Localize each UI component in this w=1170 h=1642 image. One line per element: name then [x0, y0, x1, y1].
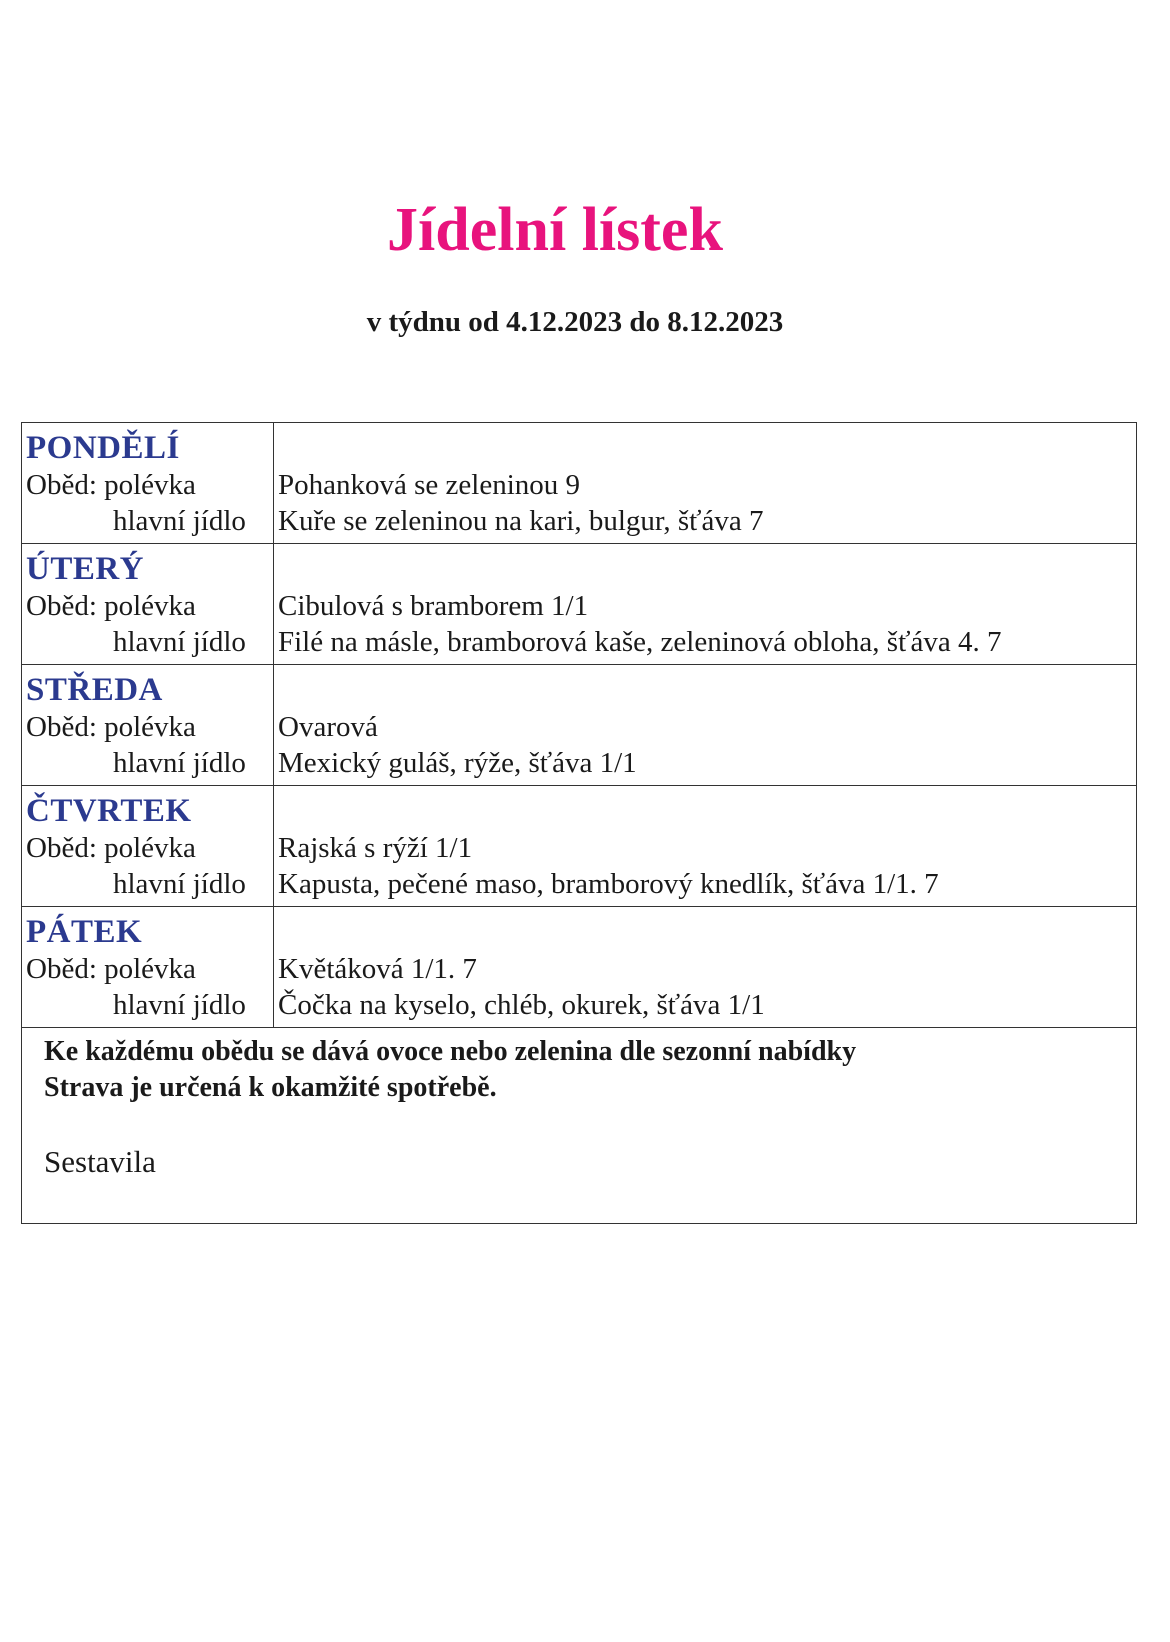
main-dish: Čočka na kyselo, chléb, okurek, šťáva 1/1	[278, 989, 765, 1021]
day-label-cell	[22, 907, 274, 1028]
day-name: ÚTERÝ	[26, 551, 145, 587]
main-dish: Kuře se zeleninou na kari, bulgur, šťáva 7	[278, 505, 764, 537]
consumption-note: Strava je určená k okamžité spotřebě.	[44, 1072, 497, 1103]
day-row-monday	[22, 423, 1137, 544]
soup-dish: Rajská s rýží 1/1	[278, 832, 473, 864]
soup-label: Oběd: polévka	[26, 711, 196, 743]
day-dishes-cell	[274, 907, 1137, 1028]
main-dish: Mexický guláš, rýže, šťáva 1/1	[278, 747, 637, 779]
day-label-cell	[22, 786, 274, 907]
day-label-cell	[22, 665, 274, 786]
day-row-thursday	[22, 786, 1137, 907]
main-dish-label: hlavní jídlo	[113, 747, 246, 779]
day-label-cell	[22, 544, 274, 665]
footer-cell	[22, 1028, 1137, 1224]
soup-dish: Pohanková se zeleninou 9	[278, 469, 581, 501]
main-dish-label: hlavní jídlo	[113, 505, 246, 537]
day-dishes-cell	[274, 665, 1137, 786]
week-range: v týdnu od 4.12.2023 do 8.12.2023	[366, 306, 784, 338]
day-name: ČTVRTEK	[26, 793, 192, 829]
day-dishes-cell	[274, 544, 1137, 665]
fruit-note: Ke každému obědu se dává ovoce nebo zelenina dle sezonní nabídky	[44, 1036, 857, 1067]
day-row-friday	[22, 907, 1137, 1028]
day-name: PONDĚLÍ	[26, 430, 180, 466]
menu-table	[21, 422, 1137, 1224]
soup-dish: Květáková 1/1. 7	[278, 953, 477, 985]
soup-label: Oběd: polévka	[26, 832, 196, 864]
soup-label: Oběd: polévka	[26, 469, 196, 501]
day-row-wednesday	[22, 665, 1137, 786]
main-dish-label: hlavní jídlo	[113, 989, 246, 1021]
soup-label: Oběd: polévka	[26, 590, 196, 622]
main-dish: Filé na másle, bramborová kaše, zeleninová obloha, šťáva 4. 7	[278, 626, 1002, 658]
day-row-tuesday	[22, 544, 1137, 665]
page-title: Jídelní lístek	[387, 196, 723, 264]
signature-label: Sestavila	[44, 1144, 156, 1179]
day-name: STŘEDA	[26, 672, 163, 708]
main-dish-label: hlavní jídlo	[113, 626, 246, 658]
footer-row	[22, 1028, 1137, 1224]
day-name: PÁTEK	[26, 914, 143, 950]
day-label-cell	[22, 423, 274, 544]
main-dish-label: hlavní jídlo	[113, 868, 246, 900]
soup-dish: Ovarová	[278, 711, 378, 743]
soup-label: Oběd: polévka	[26, 953, 196, 985]
main-dish: Kapusta, pečené maso, bramborový knedlík, šťáva 1/1. 7	[278, 868, 939, 900]
day-dishes-cell	[274, 786, 1137, 907]
soup-dish: Cibulová s bramborem 1/1	[278, 590, 589, 622]
day-dishes-cell	[274, 423, 1137, 544]
